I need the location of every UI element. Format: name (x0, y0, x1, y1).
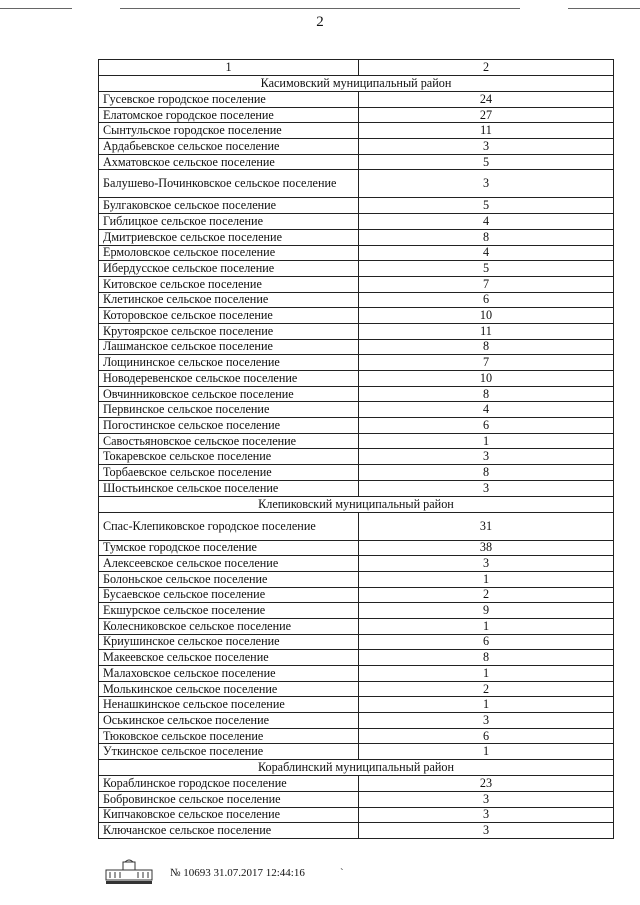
settlement-value: 8 (359, 386, 614, 402)
settlement-name: Бобровинское сельское поселение (99, 791, 359, 807)
table-row (99, 170, 614, 198)
table-row (99, 276, 614, 292)
table-header-row (99, 60, 614, 76)
table-row (99, 540, 614, 556)
settlement-value: 5 (359, 261, 614, 277)
settlement-name: Уткинское сельское поселение (99, 744, 359, 760)
settlement-name: Алексеевское сельское поселение (99, 556, 359, 572)
settlement-name: Токаревское сельское поселение (99, 449, 359, 465)
table-body (99, 60, 614, 839)
column-header-2: 2 (359, 60, 614, 76)
settlement-value: 6 (359, 292, 614, 308)
settlement-name: Клетинское сельское поселение (99, 292, 359, 308)
settlement-name: Булгаковское сельское поселение (99, 198, 359, 214)
table-row (99, 92, 614, 108)
table-row (99, 123, 614, 139)
table-row (99, 556, 614, 572)
settlement-name: Елатомское городское поселение (99, 107, 359, 123)
settlement-value: 3 (359, 823, 614, 839)
municipal-table (98, 59, 614, 839)
settlement-value: 8 (359, 229, 614, 245)
settlement-name: Савостьяновское сельское поселение (99, 433, 359, 449)
section-header-row (99, 76, 614, 92)
settlement-value: 8 (359, 465, 614, 481)
settlement-value: 3 (359, 713, 614, 729)
settlement-name: Ключанское сельское поселение (99, 823, 359, 839)
settlement-name: Кораблинское городское поселение (99, 776, 359, 792)
table-row (99, 587, 614, 603)
table-row (99, 480, 614, 496)
settlement-name: Овчинниковское сельское поселение (99, 386, 359, 402)
settlement-name: Спас-Клепиковское городское поселение (99, 512, 359, 540)
table-row (99, 449, 614, 465)
settlement-value: 1 (359, 697, 614, 713)
registration-stamp: № 10693 31.07.2017 12:44:16 (170, 867, 305, 879)
settlement-value: 7 (359, 276, 614, 292)
table-row (99, 650, 614, 666)
settlement-value: 6 (359, 634, 614, 650)
settlement-value: 3 (359, 480, 614, 496)
settlement-name: Новодеревенское сельское поселение (99, 371, 359, 387)
table-row (99, 728, 614, 744)
settlement-value: 3 (359, 449, 614, 465)
section-title: Кораблинский муниципальный район (99, 760, 614, 776)
scan-edge-line (120, 8, 520, 9)
table-row (99, 323, 614, 339)
settlement-name: Тумское городское поселение (99, 540, 359, 556)
table-row (99, 402, 614, 418)
settlement-name: Бусаевское сельское поселение (99, 587, 359, 603)
settlement-value: 1 (359, 744, 614, 760)
table-row (99, 744, 614, 760)
table-row (99, 371, 614, 387)
settlement-name: Которовское сельское поселение (99, 308, 359, 324)
settlement-name: Криушинское сельское поселение (99, 634, 359, 650)
settlement-value: 7 (359, 355, 614, 371)
settlement-value: 23 (359, 776, 614, 792)
settlement-value: 6 (359, 418, 614, 434)
table-row (99, 308, 614, 324)
settlement-name: Ардабьевское сельское поселение (99, 139, 359, 155)
government-building-icon (104, 858, 154, 886)
table-row (99, 823, 614, 839)
settlement-value: 27 (359, 107, 614, 123)
settlement-value: 11 (359, 123, 614, 139)
settlement-name: Торбаевское сельское поселение (99, 465, 359, 481)
table-row (99, 776, 614, 792)
settlement-value: 24 (359, 92, 614, 108)
settlement-name: Гиблицкое сельское поселение (99, 214, 359, 230)
settlement-name: Лощининское сельское поселение (99, 355, 359, 371)
section-title: Клепиковский муниципальный район (99, 496, 614, 512)
scan-mark: ˋ (340, 867, 344, 879)
settlement-value: 31 (359, 512, 614, 540)
settlement-value: 1 (359, 433, 614, 449)
settlement-name: Балушево-Починковское сельское поселение (99, 170, 359, 198)
table-row (99, 603, 614, 619)
settlement-value: 5 (359, 154, 614, 170)
table-row (99, 465, 614, 481)
table-row (99, 245, 614, 261)
table-row (99, 139, 614, 155)
table-row (99, 433, 614, 449)
settlement-value: 3 (359, 170, 614, 198)
settlement-value: 9 (359, 603, 614, 619)
settlement-value: 8 (359, 650, 614, 666)
settlement-value: 5 (359, 198, 614, 214)
settlement-value: 4 (359, 402, 614, 418)
settlement-name: Ермоловское сельское поселение (99, 245, 359, 261)
settlement-value: 10 (359, 371, 614, 387)
settlement-name: Тюковское сельское поселение (99, 728, 359, 744)
settlement-value: 6 (359, 728, 614, 744)
settlement-value: 4 (359, 245, 614, 261)
table-row (99, 697, 614, 713)
settlement-name: Кипчаковское сельское поселение (99, 807, 359, 823)
settlement-value: 3 (359, 556, 614, 572)
table-row (99, 386, 614, 402)
settlement-name: Макеевское сельское поселение (99, 650, 359, 666)
section-title: Касимовский муниципальный район (99, 76, 614, 92)
table-row (99, 681, 614, 697)
section-header-row (99, 760, 614, 776)
table-row (99, 107, 614, 123)
settlement-value: 1 (359, 618, 614, 634)
settlement-name: Дмитриевское сельское поселение (99, 229, 359, 245)
settlement-value: 10 (359, 308, 614, 324)
settlement-name: Болоньское сельское поселение (99, 571, 359, 587)
table-row (99, 791, 614, 807)
settlement-value: 2 (359, 587, 614, 603)
scan-edge-line (0, 8, 72, 9)
table-row (99, 634, 614, 650)
table-row (99, 154, 614, 170)
settlement-name: Китовское сельское поселение (99, 276, 359, 292)
settlement-value: 3 (359, 807, 614, 823)
column-header-1: 1 (99, 60, 359, 76)
table-row (99, 666, 614, 682)
settlement-name: Крутоярское сельское поселение (99, 323, 359, 339)
page-number: 2 (316, 14, 324, 30)
settlement-value: 1 (359, 666, 614, 682)
table-row (99, 214, 614, 230)
settlement-name: Сынтульское городское поселение (99, 123, 359, 139)
table-row (99, 198, 614, 214)
settlement-name: Ахматовское сельское поселение (99, 154, 359, 170)
table-row (99, 713, 614, 729)
settlement-name: Молькинское сельское поселение (99, 681, 359, 697)
settlement-value: 8 (359, 339, 614, 355)
table-row (99, 571, 614, 587)
settlement-value: 3 (359, 139, 614, 155)
settlement-name: Первинское сельское поселение (99, 402, 359, 418)
settlement-value: 2 (359, 681, 614, 697)
table-row (99, 512, 614, 540)
table-row (99, 261, 614, 277)
table-row (99, 339, 614, 355)
table-row (99, 229, 614, 245)
settlement-name: Екшурское сельское поселение (99, 603, 359, 619)
settlement-name: Оськинское сельское поселение (99, 713, 359, 729)
table-row (99, 807, 614, 823)
scan-edge-line (568, 8, 640, 9)
settlement-value: 11 (359, 323, 614, 339)
settlement-name: Ненашкинское сельское поселение (99, 697, 359, 713)
settlement-name: Погостинское сельское поселение (99, 418, 359, 434)
settlement-name: Малаховское сельское поселение (99, 666, 359, 682)
settlement-value: 38 (359, 540, 614, 556)
settlement-name: Гусевское городское поселение (99, 92, 359, 108)
table-row (99, 292, 614, 308)
section-header-row (99, 496, 614, 512)
settlement-name: Лашманское сельское поселение (99, 339, 359, 355)
settlement-name: Колесниковское сельское поселение (99, 618, 359, 634)
settlement-value: 3 (359, 791, 614, 807)
table-row (99, 418, 614, 434)
settlement-value: 4 (359, 214, 614, 230)
settlement-name: Шостьинское сельское поселение (99, 480, 359, 496)
table-row (99, 618, 614, 634)
settlement-name: Ибердусское сельское поселение (99, 261, 359, 277)
table-row (99, 355, 614, 371)
settlement-value: 1 (359, 571, 614, 587)
